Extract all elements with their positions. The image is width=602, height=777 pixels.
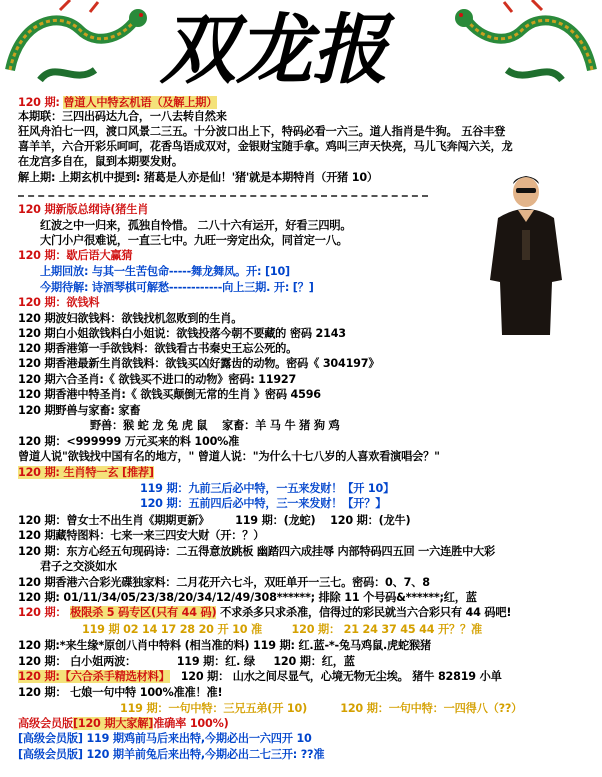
line-31: 120 期香港六合彩光碟独家料：二月花开六七斗，双旺单开一三七。密码：0、7、8 (18, 576, 430, 589)
line-21: 野兽：猴 蛇 龙 兔 虎 鼠 家畜：羊 马 牛 猪 狗 鸡 (90, 419, 340, 432)
line-8: 红波之中一归来，孤独自怜惜。 二八十六有运开，好看三四明。 (40, 219, 352, 232)
left-dragon-icon (10, 0, 147, 80)
line-27: 120 期：曾女士不出生肖《期期更新》 119 期：(龙蛇) 120 期：(龙牛) (18, 514, 411, 527)
line-29: 120 期：东方心经五句现码诗：二五得意放跳板 幽踏四六成挂辱 内部特码四五回 一六连胜中大彩 (18, 545, 496, 558)
line-28: 120 期藏特图料：七来一来三四安大财（开：？） (18, 529, 265, 542)
title-logo (150, 2, 450, 88)
page-title: 双龙报 (160, 5, 388, 88)
line-26: 120 期：五前四后必中特，三一来发财！【开？】 (140, 497, 387, 510)
line-4: 喜羊羊，六合开彩乐呵呵，花香鸟语成双对，金银财宝随手拿。鸡叫三声天快亮，马儿飞奔闯六关，龙 (18, 140, 513, 153)
line-25: 119 期：九前三后必中特，一五来发财！【开 10】 (140, 482, 395, 495)
line-23: 曾道人说"欲钱找中国有名的地方，" 曾道人说："为什么十七八岁的人喜欢看演唱会？" (18, 450, 440, 463)
line-20: 120 期野兽与家畜: 家畜 (18, 404, 141, 417)
line-40: 高级会员版[120 期大家解]准确率 100%) (18, 717, 229, 730)
line-15: 120 期白小姐欲钱料白小姐说：欲钱投落今朝不要藏的 密码 2143 (18, 327, 346, 340)
line-7: 120 期新版总纲诗(猪生肖 (18, 203, 149, 216)
line-16: 120 期香港第一手欲钱料：欲钱看古书秦史王忘公死的。 (18, 342, 298, 355)
line-32: 120 期: 01/11/34/05/23/38/20/34/12/49/308******; 排除 11 个号码&******;红，蓝 (18, 591, 477, 604)
line-18: 120 期六合圣肖:《 欲钱买不进口的动物》密码: 11927 (18, 373, 297, 386)
line-19: 120 期香港中特圣肖:《 欲钱买颠倒无常的生肖 》密码 4596 (18, 388, 321, 401)
line-38: 120 期： 七娘一句中特 100%准准！准! (18, 686, 223, 699)
section-divider (18, 195, 428, 197)
line-24: 120 期: 生肖特一玄 [推荐] (18, 466, 154, 479)
line-10: 120 期：歇后语大赢猜 (18, 249, 133, 262)
line-6: 解上期: 上期玄机中提到: 猪葛是人亦是仙！'猪'就是本期特肖（开猪 10） (18, 171, 378, 184)
person-figure (478, 170, 574, 340)
line-42: [高级会员版] 120 期羊前兔后来出特,今期必出二七三开: ??准 (18, 748, 325, 761)
line-12: 今期待解: 诗酒琴棋可解愁------------向上三期. 开: [？] (40, 281, 314, 294)
line-37: 120 期:【六合杀手精选材料】 120 期： 山水之间尽显气，心境无物无尘埃。 猪牛 82819 小单 (18, 670, 502, 683)
line-3: 狂风舟泊七一四，渡口风景二三五。十分波口出上下，特码必看一六三。道人指肖是牛狗。 五谷丰登 (18, 125, 506, 138)
line-2: 本期联：三四出码达九合，一八去转自然来 (18, 110, 227, 123)
line-13: 120 期：欲钱料 (18, 296, 100, 309)
line-30: 君子之交淡如水 (40, 560, 117, 573)
right-dragon-icon (455, 0, 592, 80)
line-36: 120 期： 白小姐两波： 119 期：红. 绿 120 期：红，蓝 (18, 655, 355, 668)
line-1: 120 期: 曾道人中特玄机语（及解上期） (18, 96, 218, 109)
line-34: 119 期 02 14 17 28 20 开 10 准 120 期： 21 24 37 45 44 开？？准 (82, 623, 482, 636)
header-banner (0, 0, 602, 96)
line-9: 大门小户很难说，一直三七中。九旺一旁定出众，同首定一八。 (40, 234, 348, 247)
line-17: 120 期香港最新生肖欲钱料：欲钱买凶好露齿的动物。密码《 304197》 (18, 357, 380, 370)
line-14: 120 期波妇欲钱料：欲钱找机忽败到的生肖。 (18, 312, 243, 325)
line-35: 120 期:*来生缘*原创八肖中特料 (相当准的料) 119 期: 红.蓝-*-兔马鸡鼠.虎蛇猴猪 (18, 639, 431, 652)
line-33: 120 期： 极限杀 5 码专区(只有 44 码) 不求杀多只求杀准，信得过的彩民就当六合彩只有 44 码吧! (18, 606, 512, 619)
line-5: 在龙宫多自在，鼠到本期要发财。 (18, 155, 183, 168)
line-39: 119 期：一句中特：三兄五弟(开 10) 120 期：一句中特：一四得八（??） (120, 702, 523, 715)
line-41: [高级会员版] 119 期鸡前马后来出特,今期必出一六四开 10 (18, 732, 312, 745)
line-11: 上期回放: 与其一生苦包命-----舞龙舞凤。开: [10] (40, 265, 290, 278)
line-22: 120 期：<999999 万元买来的料 100%准 (18, 435, 240, 448)
